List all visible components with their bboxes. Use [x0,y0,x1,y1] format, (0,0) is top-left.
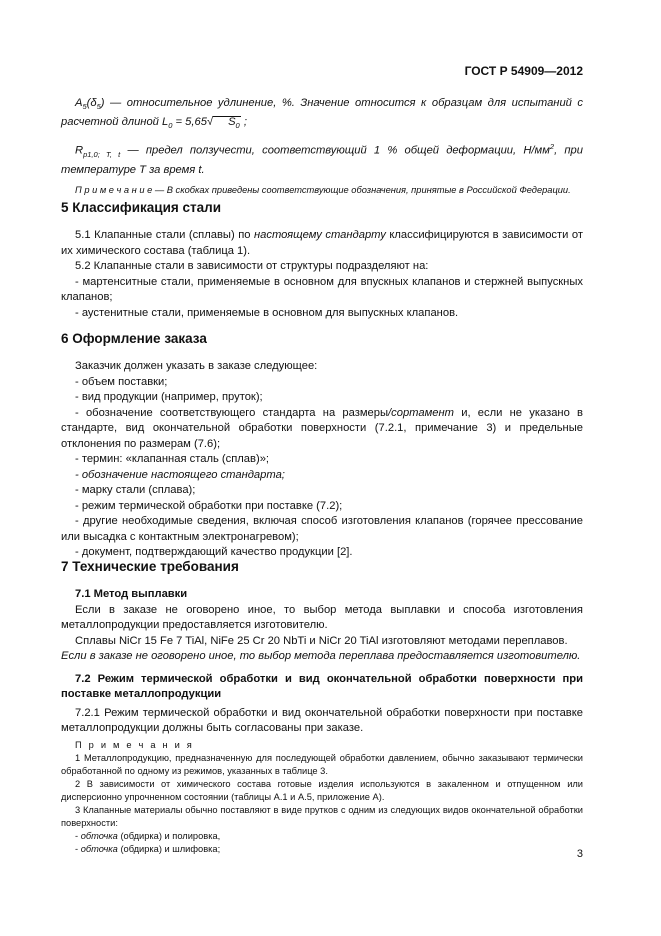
top-note [61,184,583,197]
symbol-delta: (δ [86,97,97,109]
para-5-1-italic: настоящему стандарту [253,229,386,241]
note-1: 1 Металлопродукцию, предназначенную для последующей обработки давлением, обычно заказывают термически обработанной по одному из режимов, указанных в таблице 3. [61,753,583,776]
order-item: - другие необходимые сведения, включая способ изготовления клапанов (горячее прессование или высадка с контактным электронагревом); [61,515,583,543]
para-7-1-1: Если в заказе не оговорено иное, то выбор метода выплавки и способа изготовления металлопродукции предоставляется изготовителю. [61,603,583,631]
note-text: — В скобках приведены соответствующие обозначения, принятые в Российской Федерации. [152,185,571,196]
order-item: - вид продукции (например, пруток); [75,391,263,403]
section-6-body [61,359,583,561]
subsection-7-2-heading: 7.2 Режим термической обработки и вид окончательной обработки поверхности при поставке металлопродукции [61,672,583,700]
sqrt-argument [213,116,241,131]
para-5-1-a: 5.1 Клапанные стали (сплавы) по [75,229,254,241]
definition-rp [61,139,583,178]
order-intro: Заказчик должен указать в заказе следующее: [75,360,318,372]
order-item [61,406,583,453]
para-7-2-1: 7.2.1 Режим термической обработки и вид окончательной обработки поверхности при поставке металлопродукции должны быть согласованы при заказе. [61,706,583,734]
symbol-delta-sub: 5 [96,102,101,112]
note-2: 2 В зависимости от химического состава готовые изделия используются в закаленном и отпущенном или дисперсионно упрочненном состоянии (таблицы А.1 и А.5, приложение А). [61,779,583,802]
order-item: - объем поставки; [75,375,168,388]
para-5-2: 5.2 Клапанные стали в зависимости от структуры подразделяют на: [75,260,429,272]
symbol-l-sub: 0 [168,120,173,130]
note-3-item: - обточка (обдирка) и полировка, [75,831,221,841]
definition-a5-text: — относительное удлинение, %. Значение относится к образцам для испытаний с расчетной длиной L [61,97,583,128]
list-item-martensitic: - мартенситные стали, применяемые в основном для впускных клапанов и стержней выпускных клапанов; [61,275,583,303]
para-7-1-3: Если в заказе не оговорено иное, то выбор метода переплава предоставляется изготовителю. [61,650,581,662]
order-item-3-a: - обозначение соответствующего стандарта на размеры [75,406,389,419]
section-6-heading: 6 Оформление заказа [61,331,207,346]
definition-rp-text: — предел ползучести, соответствующий 1 % общей деформации, Н/мм [120,145,550,158]
symbol-s: S [228,115,236,128]
note-3-item-italic: обточка [80,844,118,854]
notes-label: П р и м е ч а н и я [75,740,195,750]
symbol-sup: 2 [549,142,555,152]
symbol-paren: ) [100,97,105,109]
sqrt-sign: √ [206,115,214,128]
order-item: - термин: «клапанная сталь (сплав)»; [75,453,270,465]
para-5-1-b: классифицируются в зависимости от их химического состава (таблица 1). [61,229,584,257]
note-label: П р и м е ч а н и е [75,185,153,196]
order-item: - режим термической обработки при поставке (7.2); [75,499,343,512]
standard-header: ГОСТ Р 54909—2012 [464,64,583,78]
order-item: - марку стали (сплава); [75,484,196,496]
order-item-3-italic: /сортамент [388,406,454,419]
note-3-item-rest: (обдирка) и полировка, [117,831,221,841]
symbol-s-sub: 0 [235,120,240,130]
para-5-1 [61,228,583,259]
formula-eq: = 5,65 [172,115,207,128]
definition-end: ; [243,115,247,128]
symbol-a-sub: 5 [82,102,87,112]
section-7-body [61,587,583,737]
definition-a5 [61,96,583,133]
subsection-7-1-heading: 7.1 Метод выплавки [75,588,188,600]
definition-rp-end: , при температуре T за время t. [61,145,583,176]
para-7-1-2: Сплавы NiCr 15 Fe 7 TiAl, NiFe 25 Cr 20 NbTi и NiCr 20 TiAl изготовляют методами переплавов. [75,634,568,647]
list-item-austenitic: - аустенитные стали, применяемые в основном для выпускных клапанов. [75,306,459,319]
order-item-3-b: и, если не указано в стандарте, вид окончательной обработки поверхности (7.2.1, примечание 3) и предельные отклонения по размерам (7.6); [61,406,584,450]
symbol-r: R [75,145,84,158]
section-7-heading: 7 Технические требования [61,559,239,574]
symbol-a: A [75,97,83,109]
order-item: - документ, подтверждающий качество продукции [2]. [75,546,353,558]
definitions-block [61,96,583,197]
note-3-item: - обточка (обдирка) и шлифовка; [75,844,221,854]
symbol-r-sub: p1,0; T, t [83,150,121,160]
page-number: 3 [576,848,583,860]
note-3-item-italic: обточка [80,831,118,841]
section-5-body [61,228,583,321]
note-3: 3 Клапанные материалы обычно поставляют в виде прутков с одним из следующих видов окончательной обработки поверхности: [61,805,583,828]
section-5-heading: 5 Классификация стали [61,200,222,215]
note-3-item-rest: (обдирка) и шлифовка; [117,844,221,854]
notes-block [61,739,583,856]
order-item: - обозначение настоящего стандарта; [75,468,285,481]
